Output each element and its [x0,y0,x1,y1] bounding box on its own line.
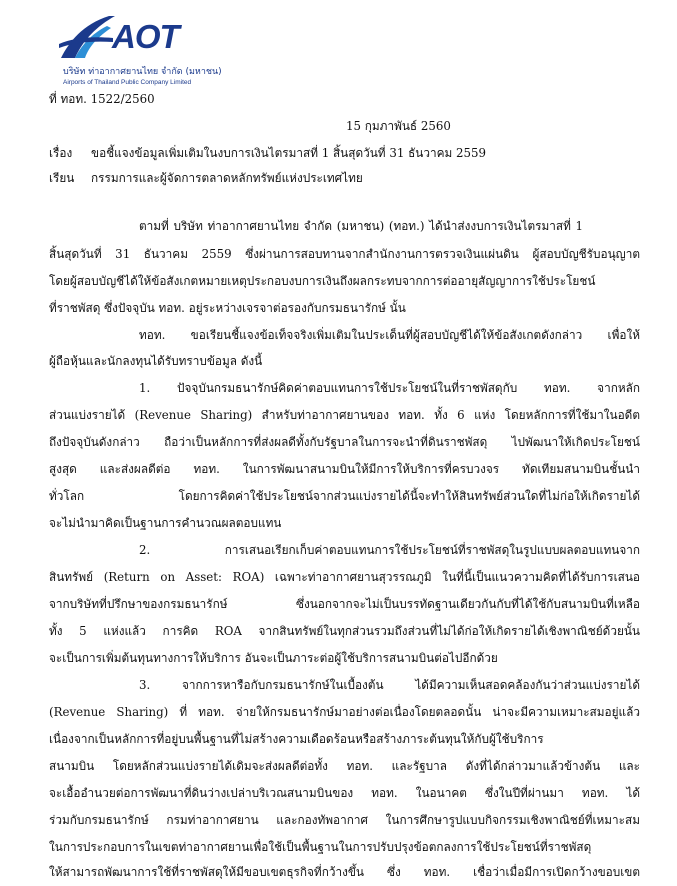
body-line: ให้สามารถพัฒนาการใช้ที่ราชพัสดุให้มีขอบเขตธุรกิจที่กว้างขึ้น ซึ่ง ทอท. เชื่อว่าเมื่อมีการเปิดกว้างขอบเขต [49,865,640,879]
body-line: ในการประกอบการในเขตท่าอากาศยานเพื่อใช้เป็นพื้นฐานในการปรับปรุงข้อตกลงการใช้ประโยชน์ที่ราชพัสดุ [49,840,592,854]
subject-label: เรื่อง [49,146,73,160]
to-text: กรรมการและผู้จัดการตลาดหลักทรัพย์แห่งประเทศไทย [91,171,363,185]
body-line: สนามบิน โดยหลักส่วนแบ่งรายได้เดิมจะส่งผลดีต่อทั้ง ทอท. และรัฐบาล ดังที่ได้กล่าวมาแล้วข้างต้น และ [49,759,640,773]
body-line: สูงสุด และส่งผลดีต่อ ทอท. ในการพัฒนาสนามบินให้มีการให้บริการที่ครบวงจร ทัดเทียมสนามบินชั้นนำ [49,462,640,476]
body-line: จะเอื้ออำนวยต่อการพัฒนาที่ดินว่างเปล่าบริเวณสนามบินของ ทอท. ในอนาคต ซึ่งในปีที่ผ่านมา ทอท. ได้ [49,786,640,800]
body-line: จะไม่นำมาคิดเป็นฐานการคำนวณผลตอบแทน [49,516,282,530]
body-line: ทั่วโลก โดยการคิดค่าใช้ประโยชน์จากส่วนแบ่งรายได้นี้จะทำให้สินทรัพย์ส่วนใดที่ไม่ก่อให้เกิดรายได้ [49,489,640,503]
body-line: ร่วมกับกรมธนารักษ์ กรมท่าอากาศยาน และกองทัพอากาศ ในการศึกษารูปแบบกิจกรรมเชิงพาณิชย์ที่เหมาะสม [49,813,640,827]
body-line: 1. ปัจจุบันกรมธนารักษ์คิดค่าตอบแทนการใช้ประโยชน์ในที่ราชพัสดุกับ ทอท. จากหลัก [139,381,640,395]
aot-logo-icon [57,14,115,60]
body-line: ทอท. ขอเรียนชี้แจงข้อเท็จจริงเพิ่มเติมในประเด็นที่ผู้สอบบัญชีได้ให้ข้อสังเกตดังกล่าว เพื่อให้ [139,328,640,342]
body-line: เนื่องจากเป็นหลักการที่อยู่บนพื้นฐานที่ไม่สร้างความเดือดร้อนหรือสร้างภาระต้นทุนให้กับผู้ใช้บริการ [49,732,544,746]
subject-text: ขอชี้แจงข้อมูลเพิ่มเติมในงบการเงินไตรมาสที่ 1 สิ้นสุดวันที่ 31 ธันวาคม 2559 [91,146,487,160]
to-label: เรียน [49,171,75,185]
body-line: ผู้ถือหุ้นและนักลงทุนได้รับทราบข้อมูล ดังนี้ [49,354,263,368]
body-line: ทั้ง 5 แห่งแล้ว การคิด ROA จากสินทรัพย์ในทุกส่วนรวมถึงส่วนที่ไม่ได้ก่อให้เกิดรายได้เชิงพาณิชย์ด้วยนั้น [49,624,640,638]
body-line: 3. จากการหารือกับกรมธนารักษ์ในเบื้องต้น ได้มีความเห็นสอดคล้องกันว่าส่วนแบ่งรายได้ [139,678,640,692]
letter-ref: ที่ ทอท. 1522/2560 [49,92,155,106]
letter-date: 15 กุมภาพันธ์ 2560 [346,119,451,133]
body-line: 2. การเสนอเรียกเก็บค่าตอบแทนการใช้ประโยชน์ที่ราชพัสดุในรูปแบบผลตอบแทนจาก [139,543,640,557]
body-line: ที่ราชพัสดุ ซึ่งปัจจุบัน ทอท. อยู่ระหว่างเจรจาต่อรองกับกรมธนารักษ์ นั้น [49,301,406,315]
body-line: (Revenue Sharing) ที่ ทอท. จ่ายให้กรมธนารักษ์มาอย่างต่อเนื่องโดยตลอดนั้น น่าจะมีความเหมาะสมอยู่แล้ว [49,705,640,719]
aot-wordmark: AOT [112,18,179,55]
body-line: ส่วนแบ่งรายได้ (Revenue Sharing) สำหรับท่าอากาศยานของ ทอท. ทั้ง 6 แห่ง โดยหลักการที่ใช้มาในอดีต [49,408,640,422]
body-line: ถึงปัจจุบันดังกล่าว ถือว่าเป็นหลักการที่ส่งผลดีทั้งกับรัฐบาลในการจะนำที่ดินราชพัสดุ ไปพัฒนาให้เกิดประโยชน์ [49,435,640,449]
body-line: ตามที่ บริษัท ท่าอากาศยานไทย จำกัด (มหาชน) (ทอท.) ได้นำส่งงบการเงินไตรมาสที่ 1 [139,219,583,233]
body-line: สินทรัพย์ (Return on Asset: ROA) เฉพาะท่าอากาศยานสุวรรณภูมิ ในที่นี้เป็นแนวความคิดที่ได้รับการเสนอ [49,570,640,584]
logo-company-th: บริษัท ท่าอากาศยานไทย จำกัด (มหาชน) [63,67,222,77]
body-line: สิ้นสุดวันที่ 31 ธันวาคม 2559 ซึ่งผ่านการสอบทานจากสำนักงานการตรวจเงินแผ่นดิน ผู้สอบบัญชีรับอนุญาต [49,247,640,261]
body-line: จะเป็นการเพิ่มต้นทุนทางการให้บริการ อันจะเป็นภาระต่อผู้ใช้บริการสนามบินต่อไปอีกด้วย [49,651,498,665]
logo-company-en: Airports of Thailand Public Company Limited [63,79,192,86]
aot-logo [57,10,222,90]
body-line: โดยผู้สอบบัญชีได้ให้ข้อสังเกตหมายเหตุประกอบงบการเงินถึงผลกระทบจากการต่ออายุสัญญาการใช้ประโยชน์ [49,274,596,288]
body-line: จากบริษัทที่ปรึกษาของกรมธนารักษ์ ซึ่งนอกจากจะไม่เป็นบรรทัดฐานเดียวกันกับที่ได้ใช้กับสนามบินที่เหลือ [49,597,640,611]
